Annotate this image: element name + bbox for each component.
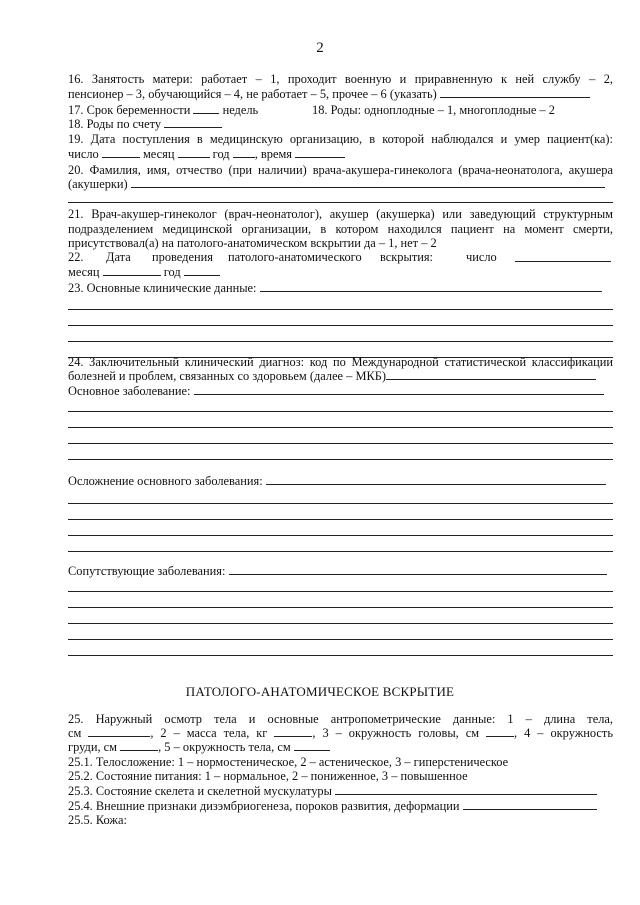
concomitant-line-3[interactable] (68, 623, 613, 624)
item-20-text: (акушерки) (68, 177, 128, 191)
main-disease-line (68, 384, 613, 398)
autopsy-day-blank[interactable] (515, 251, 611, 262)
item-25-chest-cm-label: груди, см (68, 740, 117, 754)
clinical-data-line-1[interactable] (68, 309, 613, 310)
item-24-line2 (68, 369, 613, 383)
item-17-label: 17. Срок беременности (68, 103, 191, 117)
admission-year-blank[interactable] (233, 147, 255, 158)
item-25-3-line (68, 784, 613, 798)
admission-time-blank[interactable] (295, 147, 345, 158)
body-circumference-blank[interactable] (294, 740, 330, 751)
item-24-line1: 24. Заключительный клинический диагноз: код по Международной статистической классификации (68, 355, 613, 369)
head-circumference-blank[interactable] (486, 726, 514, 737)
complication-line (68, 474, 613, 488)
complication-line-3[interactable] (68, 535, 613, 536)
body-mass-blank[interactable] (274, 726, 312, 737)
item-25-4-label: 25.4. Внешние признаки дизэмбриогенеза, пороков развития, деформации (68, 799, 460, 813)
item-17-unit: недель (222, 103, 259, 117)
item-19-time-label: , время (254, 147, 292, 161)
item-19-month-label: месяц (142, 147, 175, 161)
item-22-month-label: месяц (68, 265, 100, 279)
icd-code-blank[interactable] (386, 369, 596, 380)
complication-blank[interactable] (266, 474, 606, 485)
item-24-text: болезней и проблем, связанных со здоровьем (далее – МКБ) (68, 369, 386, 383)
concomitant-line-4[interactable] (68, 639, 613, 640)
item-22-word1: Дата (106, 250, 131, 264)
clinical-data-blank[interactable] (260, 281, 602, 292)
main-disease-line-3[interactable] (68, 443, 613, 444)
item-25-3-label: 25.3. Состояние скелета и скелетной мускулатуры (68, 784, 332, 798)
item-19-line1: 19. Дата поступления в медицинскую организацию, в которой наблюдался и умер пациент(ка): (68, 132, 613, 146)
concomitant-line-5[interactable] (68, 655, 613, 656)
dysembryogenesis-blank[interactable] (463, 799, 597, 810)
skeleton-state-blank[interactable] (335, 784, 597, 795)
admission-day-blank[interactable] (102, 147, 140, 158)
item-25-chest-label: , 4 – окружность (514, 726, 613, 740)
item-16-text: пенсионер – 3, обучающийся – 4, не работает – 5, прочее – 6 (указать) (68, 87, 437, 101)
complication-line-2[interactable] (68, 519, 613, 520)
item-20-line1: 20. Фамилия, имя, отчество (при наличии) врача-акушера-гинеколога (врача-неонатолога, акушера (68, 163, 613, 177)
item-25-line2 (68, 726, 613, 740)
item-25-4-line (68, 799, 613, 813)
item-23-label: 23. Основные клинические данные: (68, 281, 257, 295)
autopsy-year-blank[interactable] (184, 265, 220, 276)
item-25-mass-label: , 2 – масса тела, кг (150, 726, 268, 740)
item-25-body-label: , 5 – окружность тела, см (158, 740, 291, 754)
concomitant-label: Сопутствующие заболевания: (68, 564, 226, 578)
main-disease-label: Основное заболевание: (68, 384, 191, 398)
concomitant-blank[interactable] (229, 564, 607, 575)
complication-label: Осложнение основного заболевания: (68, 474, 263, 488)
main-disease-line-1[interactable] (68, 411, 613, 412)
item-19-line2 (68, 147, 613, 161)
item-16-line2 (68, 87, 613, 101)
item-20-line2 (68, 177, 613, 191)
admission-month-blank[interactable] (178, 147, 210, 158)
item-21-line1: 21. Врач-акушер-гинеколог (врач-неонатолог), акушер (акушерка) или заведующий структурным (68, 207, 613, 221)
clinical-data-line-3[interactable] (68, 341, 613, 342)
item-22-line2 (68, 265, 613, 279)
item-18-births: 18. Роды: одноплодные – 1, многоплодные – 2 (312, 103, 555, 117)
concomitant-line-1[interactable] (68, 591, 613, 592)
item-18-label: 18. Роды по счету (68, 117, 162, 131)
section-title: ПАТОЛОГО-АНАТОМИЧЕСКОЕ ВСКРЫТИЕ (185, 684, 455, 699)
body-length-blank[interactable] (88, 726, 150, 737)
item-16-blank[interactable] (440, 87, 590, 98)
chest-circumference-blank[interactable] (120, 740, 158, 751)
item-25-5: 25.5. Кожа: (68, 813, 127, 827)
item-20-extra-line[interactable] (68, 202, 613, 203)
complication-line-1[interactable] (68, 503, 613, 504)
item-25-1: 25.1. Телосложение: 1 – нормостеническое, 2 – астеническое, 3 – гиперстеническое (68, 755, 509, 769)
item-19-day-label: число (68, 147, 99, 161)
item-22-number: 22. (68, 250, 84, 264)
item-25-head-label: , 3 – окружность головы, см (312, 726, 480, 740)
obstetrician-name-blank[interactable] (131, 177, 605, 188)
item-21-line3: присутствовал(а) на патолого-анатомическом вскрытии да – 1, нет – 2 (68, 236, 437, 250)
concomitant-line-2[interactable] (68, 607, 613, 608)
item-25-2: 25.2. Состояние питания: 1 – нормальное, 2 – пониженное, 3 – повышенное (68, 769, 468, 783)
item-21-line2: подразделением медицинской организации, в котором находился пациент на момент смерти, (68, 222, 613, 236)
item-22-word5: число (466, 250, 497, 264)
item-25-line1: 25. Наружный осмотр тела и основные антропометрические данные: 1 – длина тела, (68, 712, 613, 726)
clinical-data-line-2[interactable] (68, 325, 613, 326)
main-disease-blank[interactable] (194, 384, 604, 395)
autopsy-month-blank[interactable] (103, 265, 161, 276)
concomitant-line (68, 564, 613, 578)
item-19-year-label: год (212, 147, 230, 161)
item-18-birth-order (68, 117, 613, 131)
main-disease-line-4[interactable] (68, 459, 613, 460)
item-16-line1: 16. Занятость матери: работает – 1, проходит военную и приравненную к ней службу – 2, (68, 72, 613, 86)
page-number: 2 (316, 40, 324, 56)
pregnancy-weeks-blank[interactable] (193, 103, 219, 114)
item-22-word3: патолого-анатомического (228, 250, 362, 264)
item-25-line3 (68, 740, 613, 754)
main-disease-line-2[interactable] (68, 427, 613, 428)
item-22-word4: вскрытия: (380, 250, 434, 264)
item-22-word2: проведения (152, 250, 213, 264)
birth-order-blank[interactable] (164, 117, 222, 128)
item-23-line (68, 281, 613, 295)
item-25-cm-label: см (68, 726, 82, 740)
item-22-year-label: год (163, 265, 181, 279)
complication-line-4[interactable] (68, 551, 613, 552)
